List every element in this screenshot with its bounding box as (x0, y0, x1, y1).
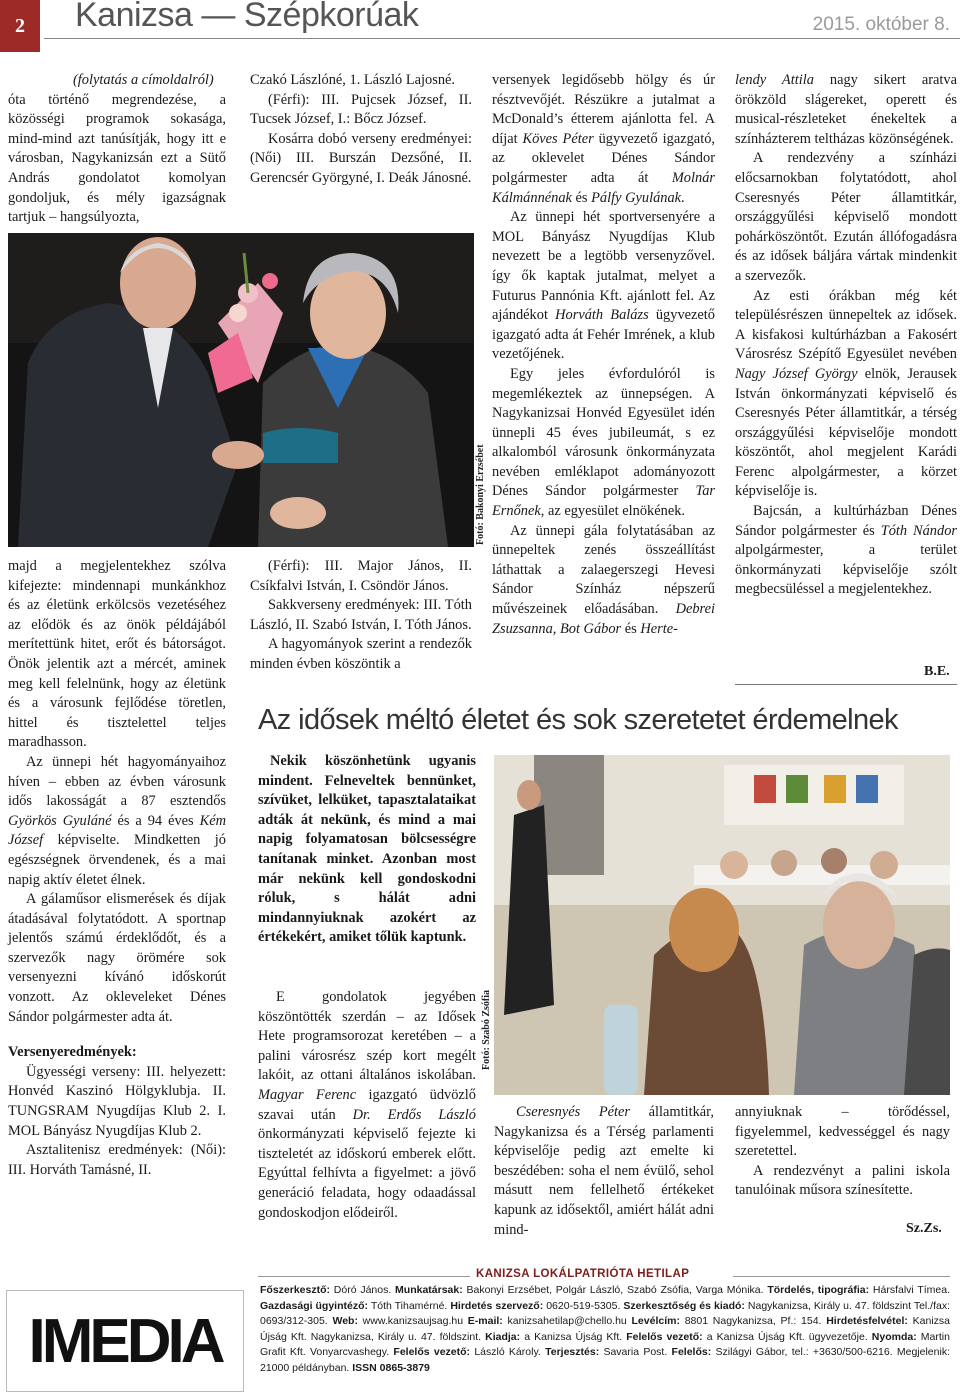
imprint-value: Hársfalvi Tímea. (869, 1284, 950, 1296)
paragraph: Czakó Lászlóné, 1. László Lajosné. (250, 72, 455, 88)
imprint-value: www.kanizsaujsag.hu (357, 1315, 468, 1327)
issue-date: 2015. október 8. (812, 14, 950, 35)
imprint-label: Kiadja: (485, 1330, 521, 1343)
paragraph: (Férfi): III. Major János, II. Csíkfalvi István, I. Csöndör János. (250, 558, 472, 594)
continuation-note: (folytatás a címoldalról) (73, 72, 214, 88)
imprint-value: Tóth Tihamérné. (368, 1299, 451, 1312)
paragraph: A gálaműsor elismerések és díjak átadásával folytatódott. A sportnap jelentős számú érdeklődőt, és a szervezők nagy örömére sok versenyezni kívánó időskorút vonzott. Az okleveleket Dénes Sándor polgármester adta át. (8, 891, 226, 1025)
column-4 (735, 71, 957, 600)
paragraph: majd a megjelentekhez szólva kifejezte: mindennapi munkánkhoz és az életünk erkölcsös vezetéséhez az elődök és az önök példájából merítettünk hitet, erőt és bátorságot. Önök jelentik azt a mércét, aminek meg kell felelnünk, hogy az életünk és a városunk fejlődése töretlen, hittel és tisztelettel teljes maradhasson. (8, 558, 226, 751)
photo-credit: Fotó: Bakonyi Erzsébet (475, 444, 486, 545)
paragraph: versenyek legidősebb hölgy és úr résztvevőjét. Részükre a jutalmat a McDonald’s étterem ajánlotta fel. A díjat Köves Péter ügyvezető igazgató, az oklevelet Dénes Sándor polgármester adta át Molnár Kálmánnénak és Pálfy Gyulának. (492, 72, 715, 206)
imedia-logo: IMEDIA (6, 1290, 244, 1392)
paragraph: E gondolatok jegyében köszöntötték szerdán – az Idősek Hete programsorozat keretében – a palini városrész szép kort megélt lakóit, az ottani általános iskolában. Magyar Ferenc igazgató üdvözlő szavai után Dr. Erdős László önkormányzati képviselő fejezte ki tiszteletét az időskorú emberek előtt. Egyúttal felhívta a figyelmet: a jövő generáció feladata, hogy odaadással gondoskodjon elődeiről. (258, 989, 476, 1221)
imprint-value: László Károly. (470, 1346, 546, 1358)
imprint-label: Nyomda: (871, 1330, 917, 1343)
banner-rule-left (258, 1276, 470, 1277)
imprint-label: Web: (332, 1315, 358, 1327)
lokalpatriota-banner: KANIZSA LOKÁLPATRIÓTA HETILAP (476, 1268, 690, 1280)
column-1-bottom (8, 557, 226, 1180)
imprint-label: E-mail: (467, 1315, 503, 1327)
header-rule (44, 38, 960, 39)
paragraph: A rendezvény a színházi előcsarnokban folytatódott, ahol Cseresnyés Péter államtitkár, országgyűlési képviselő mondott pohárköszöntőt. Ezután állófogadásra és az idősek báljára vártak mindenkit a szervezők. (735, 150, 957, 284)
paragraph: Asztalitenisz eredmények: (Női): III. Horváth Tamásné, II. (8, 1142, 226, 1178)
imprint-value: Bakonyi Erzsébet, Polgár László, Szabó Zsófia, Varga Mónika. (462, 1284, 768, 1296)
column-3 (492, 71, 715, 639)
article-lead: Nekik köszönhetünk ugyanis mindent. Felneveltek bennünket, szívüket, lelküket, tapasztalataikat adták át nekünk, és mind a mai napig folyamatosan bölcsességre tanítanak minket. Azonban most már nekünk kell gondoskodni róluk, s hálát adni mindannyiuknak azokért az értékekért, amiket tőlük kaptunk. (258, 753, 476, 946)
section-title: Kanizsa — Szépkorúak (75, 0, 419, 34)
imprint-label: Felelős: (671, 1346, 712, 1358)
imprint (260, 1283, 950, 1376)
paragraph: Bajcsán, a kultúrházban Dénes Sándor polgármester és Tóth Nándor alpolgármester, a terület önkormányzati képviselője szólt megbecsüléssel a megjelentekhez. (735, 503, 957, 598)
imprint-value: kanizsahetilap@chello.hu (502, 1315, 632, 1327)
imprint-label: Gazdasági ügyintéző: (260, 1299, 369, 1312)
imprint-value: a Kanizsa Újság Kft. ügyvezetője. (702, 1330, 872, 1343)
imprint-label: Munkatársak: (395, 1284, 463, 1296)
paragraph: A hagyományok szerint a rendezők minden évben köszöntik a (250, 636, 472, 672)
column-2-top (250, 71, 472, 189)
photo-award-handshake (8, 233, 474, 547)
imprint-value: a Kanizsa Újság Kft. (520, 1330, 627, 1343)
article-headline: Az idősek méltó életet és sok szeretetet érdemelnek (258, 704, 898, 736)
imprint-label: Szerkesztőség és kiadó: (623, 1299, 745, 1312)
paragraph: Kosárra dobó verseny eredményei: (Női) III. Burszán Dezsőné, II. Gerencsér Györgyné, I. Deák Jánosné. (250, 130, 472, 186)
column-2-bottom (250, 557, 472, 675)
column-1-top (8, 71, 226, 228)
photo-handshake-image (8, 233, 474, 547)
photo-ceremony (494, 755, 950, 1095)
paragraph: annyiuknak – törődéssel, figyelemmel, kedvességgel és nagy szeretettel. (735, 1104, 950, 1160)
page-number: 2 (0, 0, 40, 52)
imprint-label: Tördelés, tipográfia: (767, 1284, 870, 1296)
paragraph: Sakkverseny eredmények: III. Tóth László, II. Szabó István, I. Tóth János. (250, 597, 472, 633)
imprint-label: Hirdetésfelvétel: (826, 1315, 908, 1327)
results-heading: Versenyeredmények: (8, 1044, 137, 1061)
article-body-2 (735, 1103, 950, 1201)
banner-rule-right (733, 1276, 950, 1277)
paragraph: Az ünnepi hét sportversenyére a MOL Bányász Nyugdíjas Klub nevezett be a legtöbb versenyzővel. így ők kaptak jutalmat, melyet a Futurus Pannónia Kft. ajánlott fel. Az ajándékot Horváth Balázs ügyvezető igazgató adta át Fehér Imrének, a klub vezetőjének. (492, 209, 715, 363)
paragraph: A rendezvényt a palini iskola tanulóinak műsora színesítette. (735, 1162, 950, 1199)
signature-szzs: Sz.Zs. (906, 1221, 942, 1236)
signature-be: B.E. (924, 664, 950, 679)
imprint-label: Levélcím: (631, 1315, 680, 1327)
imprint-value: Dóró János. (330, 1284, 396, 1296)
photo-ceremony-image (494, 755, 950, 1095)
article-end-rule (735, 684, 957, 685)
paragraph: óta történő megrendezése, a közösségi programok sokasága, mind-mind azt tanúsítják, hogy itt e városban, Nagykanizsán ezt a Sütő András gondolatot komolyan gondoljuk, és mély igazságnak tartjuk – hangsúlyozta, (8, 91, 226, 226)
imprint-value: Nagykanizsa, Király u. 47. földszint Tel./fax: 0693/312-305. (260, 1299, 951, 1327)
imprint-value: 0620-519-5305. (543, 1299, 624, 1312)
imprint-label: Hirdetés szervező: (450, 1299, 544, 1312)
imprint-value: Martin Grafit Kft. Vonyarcvashegy. (260, 1330, 950, 1358)
imprint-value: 8801 Nagykanizsa, Pf.: 154. (679, 1315, 827, 1327)
photo-credit: Fotó: Szabó Zsófia (481, 990, 492, 1070)
imprint-label: ISSN 0865-3879 (352, 1361, 430, 1374)
imprint-label: Felelős vezető: (626, 1330, 703, 1343)
photo-caption: Cseresnyés Péter államtitkár, Nagykanizsa és a Térség parlamenti képviselője pedig azt emelte ki beszédében: soha el nem évülő, sehol másutt nem fellelhető értékeket kapunk az idősektől, amiért hálát adni mind- (494, 1104, 714, 1238)
imprint-label: Felelős vezető: (393, 1346, 471, 1358)
imprint-label: Főszerkesztő: (260, 1284, 331, 1296)
paragraph: lendy Attila nagy sikert aratva örökzöld slágereket, operett és musical-részleteket énekeltek a színházterem teltházas közönségének. (735, 72, 957, 147)
paragraph: Az ünnepi hét hagyományaihoz híven – ebben az évben városunk idős lakosságát a 87 esztendős Györkös Gyuláné és a 94 éves Kém József képviselte. Mindketten jó egészségnek örvendenek, és a mai napig aktív életet élnek. (8, 753, 227, 888)
paragraph: (Férfi): III. Pujcsek József, II. Tucsek József, I.: Bőcz József. (250, 91, 472, 128)
paragraph: Az ünnepi gála folytatásában az ünnepeltek zenés összeállítást láthattak a zalaegerszegi Hevesi Sándor Színház népszerű művészeinek előadásában. Debrei Zsuzsanna, Bot Gábor és Herte- (492, 522, 715, 637)
paragraph: Az esti órákban még két településrészen ünnepeltek az idősek. A kisfakosi kultúrházban a Fakosért Városrész Szépítő Egyesület nevében Nagy József György elnök, Jerausek István önkormányzati képviselő és Cseresnyés Péter államtitkár, a térség országgyűlési képviselője mondott köszöntőt, ahol megjelent Karádi Ferenc alpolgármester, a körzet képviselője is. (735, 287, 957, 500)
imprint-label: Terjesztés: (545, 1346, 600, 1358)
article-body-1 (258, 988, 476, 1223)
imprint-value: Szilágyi Gábor, tel.: +3630/500-6216. Megjelenik: 21000 példányban. (260, 1346, 950, 1374)
imprint-value: Kanizsa Újság Kft. Nagykanizsa, Király u. 47. földszint. (260, 1315, 950, 1343)
paragraph: Egy jeles évfordulóról is megemlékeztek az ünnepségen. A Nagykanizsai Honvéd Egyesület idén ünnepli 45 éves jubileumát, s ez alkalomból városunk önkormányzata nevében emléklapot adományozott Dénes Sándor polgármester Tar Ernőnek, az egyesület elnökének. (492, 365, 715, 520)
paragraph: Ügyességi verseny: III. helyezett: Honvéd Kaszinó Hölgyklubja. II. TUNGSRAM Nyugdíjas Klub 2. I. MOL Bányász Nyugdíjas Klub 2. (8, 1063, 226, 1139)
imprint-value: Savaria Post. (599, 1346, 672, 1358)
